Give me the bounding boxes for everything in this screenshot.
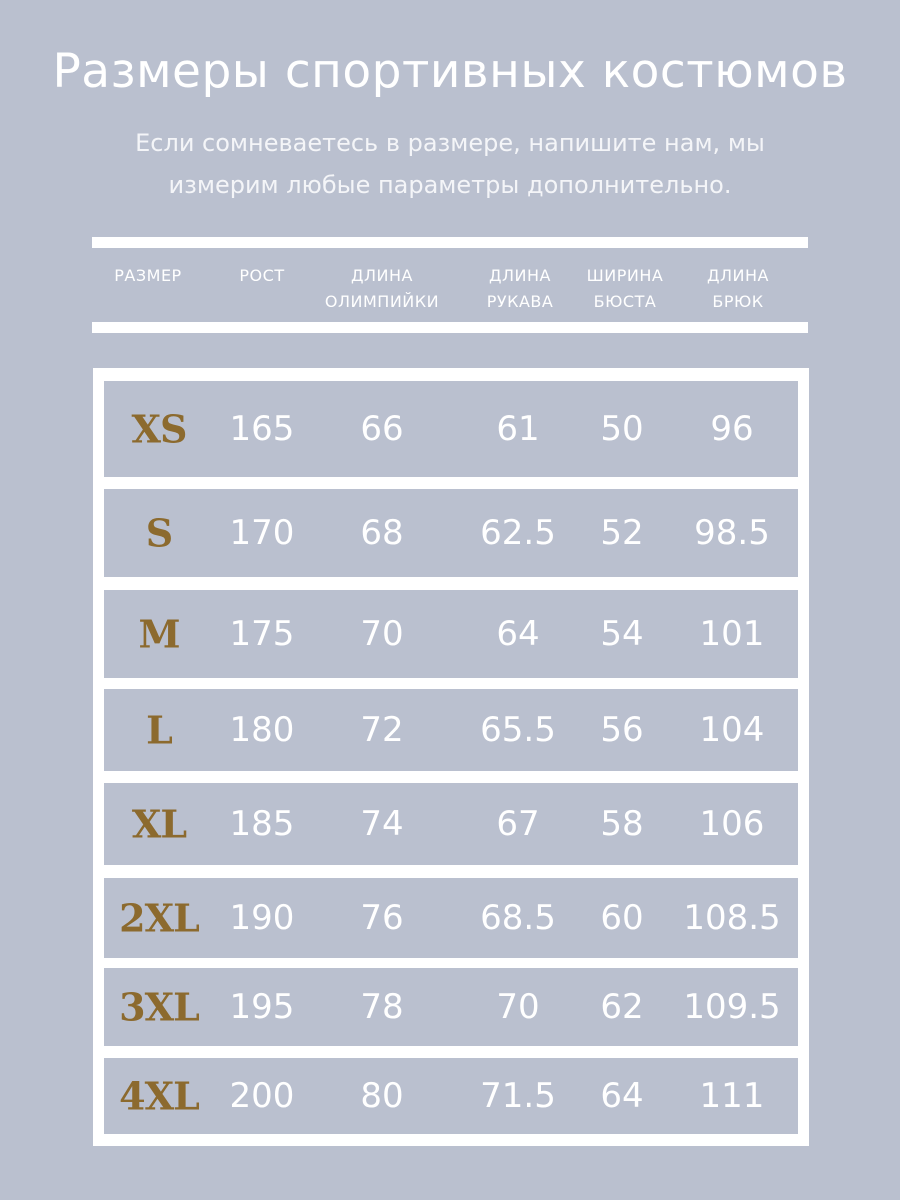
cell-size: XL <box>131 801 187 847</box>
table-row <box>104 489 798 577</box>
cell-sleeve-length: 68.5 <box>480 898 556 938</box>
cell-jacket-length: 74 <box>360 804 404 844</box>
cell-sleeve-length: 70 <box>496 987 540 1027</box>
cell-trousers-length: 109.5 <box>683 987 781 1027</box>
column-header-sleeve-length <box>472 263 568 315</box>
subtitle-line-2: измерим любые параметры дополнительно. <box>168 171 732 199</box>
cell-height: 185 <box>229 804 295 844</box>
cell-bust-width: 52 <box>600 513 644 553</box>
column-header-trousers-length-line-1: ДЛИНА <box>707 266 769 285</box>
cell-height: 180 <box>229 710 295 750</box>
column-header-jacket-length-line-1: ДЛИНА <box>351 266 413 285</box>
column-header-size-line-1: РАЗМЕР <box>114 266 182 285</box>
cell-height: 200 <box>229 1076 295 1116</box>
cell-size: XS <box>131 406 187 452</box>
column-header-jacket-length <box>312 263 452 315</box>
column-header-sleeve-length-line-2: РУКАВА <box>486 292 554 311</box>
header-divider-top <box>92 237 808 248</box>
page-title: Размеры спортивных костюмов <box>52 44 848 99</box>
cell-bust-width: 62 <box>600 987 644 1027</box>
cell-jacket-length: 80 <box>360 1076 404 1116</box>
table-row <box>104 590 798 678</box>
cell-jacket-length: 68 <box>360 513 404 553</box>
subtitle <box>0 122 900 206</box>
cell-height: 175 <box>229 614 295 654</box>
cell-height: 165 <box>229 409 295 449</box>
cell-size: 3XL <box>119 984 199 1030</box>
cell-trousers-length: 106 <box>699 804 765 844</box>
column-header-height <box>222 263 302 289</box>
table-row <box>104 689 798 771</box>
table-row <box>104 1058 798 1134</box>
cell-sleeve-length: 62.5 <box>480 513 556 553</box>
cell-trousers-length: 98.5 <box>694 513 770 553</box>
column-header-bust-width-line-1: ШИРИНА <box>586 266 664 285</box>
cell-bust-width: 64 <box>600 1076 644 1116</box>
cell-bust-width: 60 <box>600 898 644 938</box>
column-header-trousers-length-line-2: БРЮК <box>712 292 764 311</box>
cell-height: 195 <box>229 987 295 1027</box>
cell-size: 2XL <box>119 895 199 941</box>
cell-size: S <box>145 510 173 556</box>
column-header-trousers-length <box>690 263 786 315</box>
table-row <box>104 783 798 865</box>
cell-size: 4XL <box>119 1073 199 1119</box>
cell-jacket-length: 70 <box>360 614 404 654</box>
cell-sleeve-length: 71.5 <box>480 1076 556 1116</box>
column-header-sleeve-length-line-1: ДЛИНА <box>489 266 551 285</box>
cell-trousers-length: 111 <box>699 1076 765 1116</box>
cell-jacket-length: 66 <box>360 409 404 449</box>
column-header-bust-width-line-2: БЮСТА <box>593 292 657 311</box>
cell-bust-width: 56 <box>600 710 644 750</box>
cell-jacket-length: 76 <box>360 898 404 938</box>
column-header-height-line-1: РОСТ <box>239 266 285 285</box>
table-row <box>104 381 798 477</box>
cell-height: 190 <box>229 898 295 938</box>
subtitle-line-1: Если сомневаетесь в размере, напишите нам, мы <box>135 129 765 157</box>
cell-sleeve-length: 64 <box>496 614 540 654</box>
table-row <box>104 878 798 958</box>
cell-trousers-length: 104 <box>699 710 765 750</box>
cell-trousers-length: 101 <box>699 614 765 654</box>
cell-height: 170 <box>229 513 295 553</box>
cell-bust-width: 54 <box>600 614 644 654</box>
cell-size: M <box>138 611 180 657</box>
cell-sleeve-length: 65.5 <box>480 710 556 750</box>
cell-bust-width: 50 <box>600 409 644 449</box>
table-row <box>104 968 798 1046</box>
column-header-size <box>100 263 196 289</box>
cell-jacket-length: 72 <box>360 710 404 750</box>
cell-bust-width: 58 <box>600 804 644 844</box>
header-divider-bottom <box>92 322 808 333</box>
cell-sleeve-length: 67 <box>496 804 540 844</box>
column-header-bust-width <box>574 263 676 315</box>
cell-size: L <box>146 707 172 753</box>
cell-trousers-length: 108.5 <box>683 898 781 938</box>
column-header-jacket-length-line-2: ОЛИМПИЙКИ <box>324 292 440 311</box>
cell-trousers-length: 96 <box>710 409 754 449</box>
cell-jacket-length: 78 <box>360 987 404 1027</box>
cell-sleeve-length: 61 <box>496 409 540 449</box>
